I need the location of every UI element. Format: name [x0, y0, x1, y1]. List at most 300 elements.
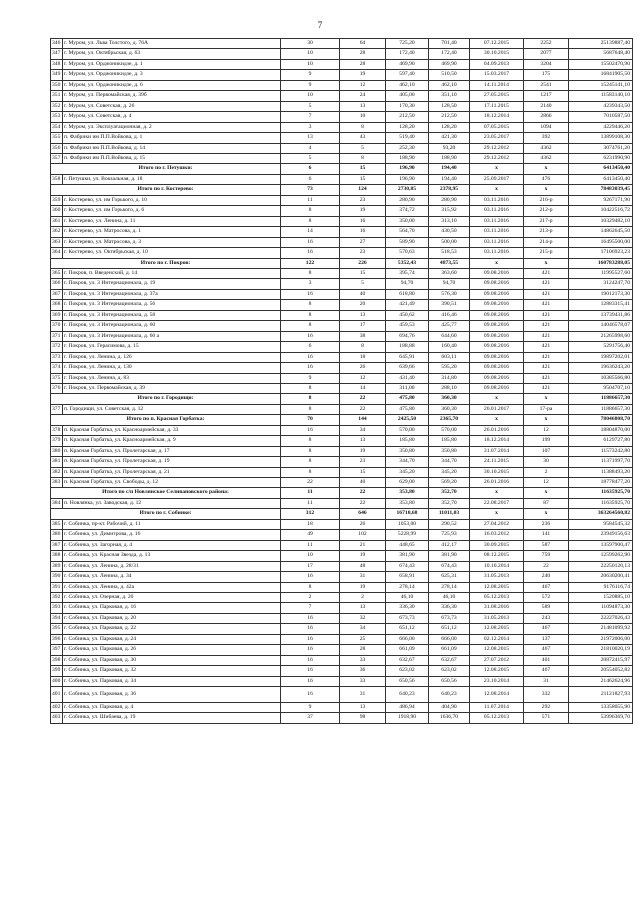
area-cell: 360,30	[429, 404, 470, 414]
code-cell: 421	[524, 331, 569, 341]
table-row	[51, 478, 633, 488]
area-cell: 650,56	[386, 676, 429, 686]
area-cell: 632,67	[386, 655, 429, 665]
date-cell: 04.09.2013	[470, 59, 524, 69]
subtotal-label: Итого по г. Петушки:	[51, 164, 281, 174]
address-cell: п. Красная Горбатка, ул. Пролетарская, д. 17	[63, 446, 281, 456]
address-cell: г. Костерево, ул. Октябрьская, д. 10	[63, 248, 281, 258]
sum-cell: 11388493,20	[569, 467, 633, 477]
value-cell: 16	[281, 237, 340, 247]
area-cell: 212,50	[429, 112, 470, 122]
table-row	[51, 613, 633, 623]
address-cell: г. Муром, ул. Орджоникидзе, д. 1	[63, 59, 281, 69]
area-cell: 475,80	[386, 394, 429, 404]
date-cell: 17.11.2015	[470, 101, 524, 111]
sum-cell: 6129727,80	[569, 436, 633, 446]
row-number: 355	[51, 133, 63, 143]
table-row	[51, 687, 633, 703]
value-cell: 226	[340, 258, 386, 268]
address-cell: г. Собинка, ул. Парковая, д. 22	[63, 624, 281, 634]
value-cell: 16	[281, 425, 340, 435]
code-cell: 587	[524, 540, 569, 550]
sum-cell: 14046578,07	[569, 321, 633, 331]
code-cell: 212-р	[524, 206, 569, 216]
date-cell: 18.12.2014	[470, 436, 524, 446]
code-cell: 243	[524, 613, 569, 623]
value-cell: 7	[281, 112, 340, 122]
row-number: 374	[51, 363, 63, 373]
value-cell: 9	[281, 702, 340, 712]
value-cell: 11	[281, 498, 340, 508]
area-cell: 311,00	[386, 383, 429, 393]
date-cell: 07.05.2015	[470, 122, 524, 132]
table-row	[51, 676, 633, 686]
value-cell: 8	[281, 446, 340, 456]
code-cell: 759	[524, 551, 569, 561]
area-cell: 404,90	[429, 702, 470, 712]
date-cell: 24.11.2015	[470, 457, 524, 467]
date-cell: 26.01.2016	[470, 425, 524, 435]
table-row	[51, 70, 633, 80]
table-row	[51, 279, 633, 289]
value-cell: 8	[281, 268, 340, 278]
row-number: 388	[51, 551, 63, 561]
date-cell: 26.01.2017	[470, 404, 524, 414]
sum-cell: 11635925,70	[569, 488, 633, 498]
area-cell: 639,66	[386, 363, 429, 373]
address-cell: г. Собинка, ул. Парковая, д. 30	[63, 655, 281, 665]
area-cell: 390,51	[429, 300, 470, 310]
code-cell: 421	[524, 363, 569, 373]
area-cell: 510,50	[429, 70, 470, 80]
area-cell: 194,40	[429, 174, 470, 184]
address-cell: г. Собинка, ул. Парковая, д. 34	[63, 676, 281, 686]
row-number: 387	[51, 540, 63, 550]
sum-cell: 20630200,41	[569, 572, 633, 582]
area-cell: 278,14	[386, 582, 429, 592]
area-cell: 128,20	[429, 122, 470, 132]
area-cell: 360,30	[429, 394, 470, 404]
sum-cell: 21481099,92	[569, 624, 633, 634]
code-cell: 213-р	[524, 227, 569, 237]
sum-cell: 9176116,74	[569, 582, 633, 592]
housing-register-table	[50, 38, 633, 724]
row-number: 358	[51, 174, 63, 184]
date-cell: х	[470, 394, 524, 404]
area-cell: 725,93	[429, 530, 470, 540]
address-cell: г. Покров, п. Введенский, д. 14	[63, 268, 281, 278]
code-cell: 421	[524, 373, 569, 383]
value-cell: 6	[281, 342, 340, 352]
area-cell: 416,46	[429, 310, 470, 320]
date-cell: 29.12.2012	[470, 143, 524, 153]
date-cell: 23.05.2017	[470, 133, 524, 143]
table-row	[51, 425, 633, 435]
code-cell: 401	[524, 655, 569, 665]
area-cell: 673,73	[386, 613, 429, 623]
table-row	[51, 300, 633, 310]
value-cell: 16	[281, 687, 340, 703]
code-cell: 467	[524, 582, 569, 592]
value-cell: 16	[340, 216, 386, 226]
address-cell: п. Фабрики им П.П.Войкова, д. 15	[63, 153, 281, 163]
address-cell: г. Муром, ул. Первомайская, д. 39б	[63, 91, 281, 101]
address-cell: г. Костерево, ул. им Горького, д. 6	[63, 206, 281, 216]
area-cell: 315,92	[429, 206, 470, 216]
row-number: 370	[51, 321, 63, 331]
address-cell: г. Муром, ул. Льва Толстого, д. 76А	[63, 39, 281, 49]
table-row	[51, 352, 633, 362]
address-cell: г. Муром, ул. Советская, д. 4	[63, 112, 281, 122]
area-cell: 475,80	[386, 404, 429, 414]
row-number: 347	[51, 49, 63, 59]
value-cell: 16	[281, 666, 340, 676]
code-cell: 216-р	[524, 195, 569, 205]
table-body	[51, 39, 633, 724]
value-cell: 8	[340, 342, 386, 352]
value-cell: 8	[281, 582, 340, 592]
row-number: 353	[51, 112, 63, 122]
value-cell: 3	[281, 122, 340, 132]
sum-cell: 3124247,70	[569, 279, 633, 289]
area-cell: 344,70	[386, 457, 429, 467]
row-number: 352	[51, 101, 63, 111]
area-cell: 661,09	[386, 645, 429, 655]
date-cell: 03.11.2016	[470, 216, 524, 226]
value-cell: 13	[340, 702, 386, 712]
table-row	[51, 237, 633, 247]
row-number: 369	[51, 310, 63, 320]
area-cell: 5228,99	[386, 530, 429, 540]
area-cell: 431,40	[386, 373, 429, 383]
table-row	[51, 655, 633, 665]
row-number: 399	[51, 666, 63, 676]
area-cell: 352,70	[429, 488, 470, 498]
value-cell: 20	[340, 300, 386, 310]
table-row	[51, 342, 633, 352]
code-cell: х	[524, 488, 569, 498]
table-row	[51, 457, 633, 467]
area-cell: 196,90	[386, 174, 429, 184]
table-row	[51, 122, 633, 132]
area-cell: 644,60	[429, 331, 470, 341]
area-cell: 518,53	[429, 248, 470, 258]
value-cell: 646	[340, 509, 386, 519]
address-cell: г. Собинка, ул. Парковая, д. 26	[63, 645, 281, 655]
value-cell: 12	[340, 373, 386, 383]
value-cell: 8	[281, 457, 340, 467]
row-number: 393	[51, 603, 63, 613]
code-cell: 12	[524, 478, 569, 488]
table-row	[51, 133, 633, 143]
area-cell: 212,50	[386, 112, 429, 122]
value-cell: 16	[281, 655, 340, 665]
date-cell: 18.12.2014	[470, 112, 524, 122]
row-number: 402	[51, 702, 63, 712]
area-cell: 5352,43	[386, 258, 429, 268]
address-cell: п. Фабрики им П.П.Войкова, д. 14	[63, 143, 281, 153]
code-cell: 2077	[524, 49, 569, 59]
code-cell: 421	[524, 383, 569, 393]
code-cell: 1094	[524, 122, 569, 132]
area-cell: 651,12	[386, 624, 429, 634]
value-cell: 16	[340, 227, 386, 237]
address-cell: г. Муром, ул. Советская, д. 26	[63, 101, 281, 111]
value-cell: 2	[281, 593, 340, 603]
area-cell: 252,30	[386, 143, 429, 153]
area-cell: 725,20	[386, 39, 429, 49]
area-cell: 350,80	[429, 446, 470, 456]
sum-cell: 5687648,40	[569, 49, 633, 59]
area-cell: 313,10	[429, 216, 470, 226]
row-number: 391	[51, 582, 63, 592]
value-cell: 2	[340, 593, 386, 603]
sum-cell: 25139887,40	[569, 39, 633, 49]
code-cell: 571	[524, 713, 569, 723]
sum-cell: 21121827,93	[569, 687, 633, 703]
sum-cell: 6231990,90	[569, 153, 633, 163]
sum-cell: 9267171,90	[569, 195, 633, 205]
area-cell: 425,77	[429, 321, 470, 331]
sum-cell: 160783288,05	[569, 258, 633, 268]
area-cell: 278,14	[429, 582, 470, 592]
sum-cell: 22227026,43	[569, 613, 633, 623]
row-number: 385	[51, 519, 63, 529]
value-cell: 16	[281, 289, 340, 299]
sum-cell: 53996369,70	[569, 713, 633, 723]
address-cell: г. Собинка, пр-кт. Рабочий, д. 11	[63, 519, 281, 529]
row-number: 364	[51, 248, 63, 258]
date-cell: 09.08.2016	[470, 383, 524, 393]
area-cell: 353,80	[386, 488, 429, 498]
address-cell: г. Покров, ул. 3 Интернационала, д. 60	[63, 321, 281, 331]
area-cell: 288,10	[429, 383, 470, 393]
code-cell: 589	[524, 603, 569, 613]
value-cell: 19	[340, 582, 386, 592]
address-cell: г. Покров, ул. 3 Интернационала, д. 60 а	[63, 331, 281, 341]
date-cell: 26.01.2016	[470, 478, 524, 488]
area-cell: 500,00	[429, 237, 470, 247]
code-cell: 175	[524, 70, 569, 80]
code-cell: х	[524, 509, 569, 519]
table-row	[51, 383, 633, 393]
date-cell: 09.08.2016	[470, 300, 524, 310]
area-cell: 1053,00	[386, 519, 429, 529]
value-cell: 28	[340, 49, 386, 59]
code-cell: 467	[524, 666, 569, 676]
value-cell: 98	[340, 713, 386, 723]
sum-cell: 7010587,50	[569, 112, 633, 122]
value-cell: 34	[340, 425, 386, 435]
row-number: 379	[51, 436, 63, 446]
value-cell: 10	[281, 91, 340, 101]
value-cell: 9	[281, 80, 340, 90]
date-cell: 08.12.2015	[470, 551, 524, 561]
row-number: 400	[51, 676, 63, 686]
value-cell: 13	[340, 603, 386, 613]
area-cell: 640,23	[429, 687, 470, 703]
code-cell: х	[524, 415, 569, 425]
row-number: 365	[51, 268, 63, 278]
value-cell: 40	[340, 478, 386, 488]
address-cell: г. Муром, ул. Эксплуатационная, д. 2	[63, 122, 281, 132]
area-cell: 701,40	[429, 39, 470, 49]
table-row	[51, 404, 633, 414]
value-cell: 8	[281, 467, 340, 477]
value-cell: 30	[281, 39, 340, 49]
code-cell: 421	[524, 352, 569, 362]
value-cell: 19	[340, 446, 386, 456]
area-cell: 188,90	[386, 153, 429, 163]
table-row	[51, 561, 633, 571]
table-row	[51, 446, 633, 456]
value-cell: 11	[281, 540, 340, 550]
address-cell: г. Собинка, ул. Ленина, д. 42а	[63, 582, 281, 592]
subtotal-row	[51, 415, 633, 425]
area-cell: 128,50	[429, 101, 470, 111]
value-cell: 26	[340, 363, 386, 373]
row-number: 395	[51, 624, 63, 634]
value-cell: 23	[340, 457, 386, 467]
area-cell: 519,40	[386, 133, 429, 143]
date-cell: 30.10.2015	[470, 467, 524, 477]
value-cell: 31	[340, 572, 386, 582]
code-cell: 107	[524, 446, 569, 456]
table-row	[51, 713, 633, 723]
date-cell: 09.08.2016	[470, 279, 524, 289]
value-cell: 22	[281, 478, 340, 488]
sum-cell: 13597900,47	[569, 540, 633, 550]
date-cell: 27.07.2012	[470, 655, 524, 665]
table-row	[51, 39, 633, 49]
address-cell: п. Красная Горбатка, ул. Пролетарская, д. 21	[63, 467, 281, 477]
row-number: 346	[51, 39, 63, 49]
value-cell: 102	[340, 530, 386, 540]
code-cell: 215-р	[524, 248, 569, 258]
date-cell: 25.09.2017	[470, 174, 524, 184]
date-cell: 31.08.2016	[470, 603, 524, 613]
value-cell: 31	[340, 687, 386, 703]
area-cell: 2378,95	[429, 185, 470, 195]
value-cell: 15	[340, 268, 386, 278]
value-cell: 19	[340, 551, 386, 561]
date-cell: 09.08.2016	[470, 321, 524, 331]
sum-cell: 14862645,50	[569, 227, 633, 237]
value-cell: 22	[340, 394, 386, 404]
value-cell: 124	[340, 185, 386, 195]
value-cell: 16	[281, 624, 340, 634]
row-number: 356	[51, 143, 63, 153]
value-cell: 3	[281, 279, 340, 289]
value-cell: 38	[340, 331, 386, 341]
value-cell: 8	[281, 206, 340, 216]
value-cell: 14	[340, 383, 386, 393]
value-cell: 24	[340, 91, 386, 101]
address-cell: г. Собинка, ул. Димитрова, д. 16	[63, 530, 281, 540]
row-number: 396	[51, 634, 63, 644]
value-cell: 5	[340, 143, 386, 153]
area-cell: 336,30	[386, 603, 429, 613]
value-cell: 8	[281, 394, 340, 404]
area-cell: 674,43	[386, 561, 429, 571]
value-cell: 7	[281, 603, 340, 613]
value-cell: 8	[281, 216, 340, 226]
sum-cell: 16841905,50	[569, 70, 633, 80]
subtotal-label: Итого по п. Красная Горбатка:	[51, 415, 281, 425]
table-row	[51, 373, 633, 383]
sum-cell: 11371997,70	[569, 457, 633, 467]
code-cell: 22	[524, 561, 569, 571]
value-cell: 5	[281, 101, 340, 111]
value-cell: 32	[340, 613, 386, 623]
row-number: 351	[51, 91, 63, 101]
code-cell: 141	[524, 530, 569, 540]
table-row	[51, 91, 633, 101]
area-cell: 16710,68	[386, 509, 429, 519]
area-cell: 280,90	[429, 195, 470, 205]
sum-cell: 20872415,97	[569, 655, 633, 665]
area-cell: 4873,55	[429, 258, 470, 268]
area-cell: 314,80	[429, 373, 470, 383]
area-cell: 570,00	[429, 425, 470, 435]
table-row	[51, 498, 633, 508]
area-cell: 661,09	[429, 645, 470, 655]
address-cell: г. Покров, ул. Ленина, д. 126	[63, 352, 281, 362]
address-cell: г. Собинка, ул. Парковая, д. 36	[63, 687, 281, 703]
value-cell: 8	[281, 321, 340, 331]
table-row	[51, 540, 633, 550]
code-cell: 2252	[524, 39, 569, 49]
address-cell: г. Собинка, ул. Красная Звезда, д. 13	[63, 551, 281, 561]
table-row	[51, 363, 633, 373]
value-cell: 15	[340, 164, 386, 174]
value-cell: 13	[281, 133, 340, 143]
code-cell: 332	[524, 687, 569, 703]
area-cell: 421,30	[429, 133, 470, 143]
date-cell: 12.08.2014	[470, 687, 524, 703]
date-cell: 31.05.2013	[470, 613, 524, 623]
code-cell: х	[524, 394, 569, 404]
row-number: 361	[51, 216, 63, 226]
table-row	[51, 195, 633, 205]
value-cell: 49	[281, 530, 340, 540]
sum-cell: 11583140,10	[569, 91, 633, 101]
value-cell: 6	[281, 164, 340, 174]
sum-cell: 19897202,01	[569, 352, 633, 362]
area-cell: 2365,70	[429, 415, 470, 425]
table-row	[51, 572, 633, 582]
address-cell: п. Красная Горбатка, ул. Пролетарская, д. 19	[63, 457, 281, 467]
date-cell: 29.12.2012	[470, 153, 524, 163]
date-cell: х	[470, 415, 524, 425]
area-cell: 374,72	[386, 206, 429, 216]
value-cell: 16	[281, 331, 340, 341]
date-cell: 02.12.2014	[470, 634, 524, 644]
area-cell: 280,90	[386, 195, 429, 205]
area-cell: 46,10	[429, 593, 470, 603]
subtotal-row	[51, 185, 633, 195]
table-row	[51, 310, 633, 320]
table-row	[51, 603, 633, 613]
date-cell: 03.11.2016	[470, 237, 524, 247]
value-cell: 8	[281, 300, 340, 310]
area-cell: 459,53	[386, 321, 429, 331]
address-cell: г. Муром, ул. Орджоникидзе, д. 6	[63, 80, 281, 90]
area-cell: 597,40	[386, 70, 429, 80]
area-cell: 603,11	[429, 352, 470, 362]
code-cell: 236	[524, 519, 569, 529]
sum-cell: 12883315,41	[569, 300, 633, 310]
